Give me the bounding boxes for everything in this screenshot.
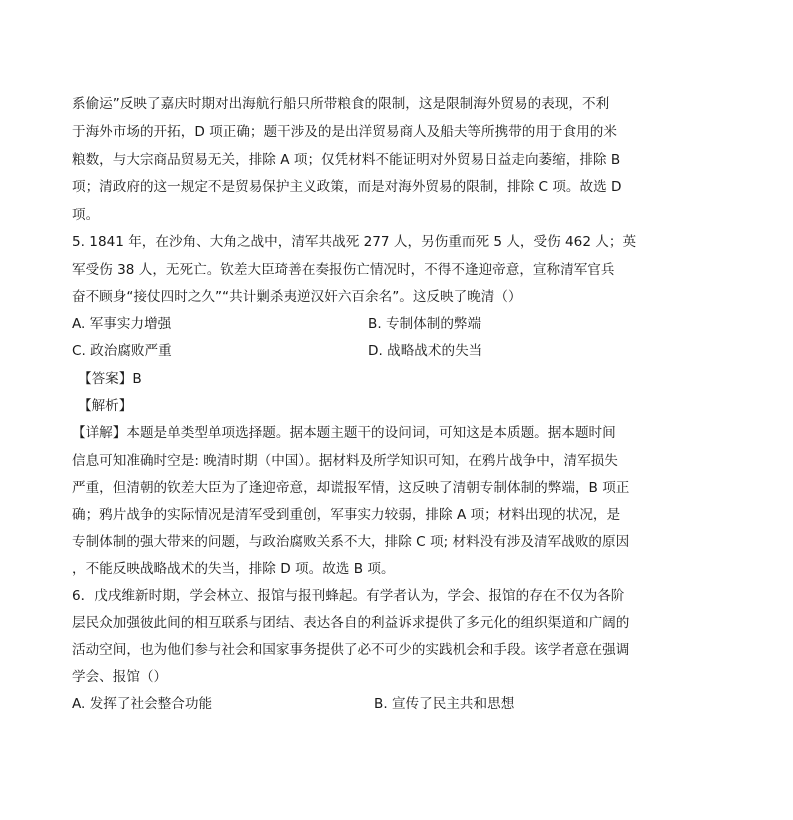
detail-line: 信息可知准确时空是: 晚清时期（中国）。据材料及所学知识可知，在鸦片战争中，清军损失 [72, 453, 618, 469]
question-stem-line: 5. 1841 年，在沙角、大角之战中，清军共战死 277 人，另伤重而死 5 人，受伤 462 人；英 [72, 234, 637, 250]
detail-line: 专制体制的强大带来的问题，与政治腐败关系不大，排除 C 项; 材料没有涉及清军战败的原因 [72, 534, 630, 550]
option-c: C. 政治腐败严重 [72, 343, 172, 359]
question-stem-line: 奋不顾身“接仗四时之久”“共计剿杀夷逆汉奸六百余名”。这反映了晚清（） [72, 289, 522, 305]
question-stem-line: 层民众加强彼此间的相互联系与团结、表达各自的利益诉求提供了多元化的组织渠道和广阔的 [72, 615, 630, 631]
detail-line: 【详解】本题是单类型单项选择题。据本题主题干的设问词，可知这是本质题。据本题时间 [72, 425, 616, 441]
question-stem-line: 6．戊戌维新时期，学会林立、报馆与报刊蜂起。有学者认为，学会、报馆的存在不仅为各阶 [72, 588, 625, 604]
question-stem-line: 活动空间，也为他们参与社会和国家事务提供了必不可少的实践机会和手段。该学者意在强调 [72, 642, 630, 658]
option-b: B. 宣传了民主共和思想 [374, 696, 515, 712]
question-stem-line: 学会、报馆（） [72, 669, 168, 685]
text-line: 于海外市场的开拓，D 项正确；题干涉及的是出洋贸易商人及船夫等所携带的用于食用的米 [72, 124, 617, 140]
answer-label: 【答案】B [78, 371, 142, 387]
detail-line: 确；鸦片战争的实际情况是清军受到重创，军事实力较弱，排除 A 项；材料出现的状况，是 [72, 507, 621, 523]
question-stem-line: 军受伤 38 人，无死亡。钦差大臣琦善在奏报伤亡情况时，不得不逢迎帝意，宣称清军官兵 [72, 262, 615, 278]
text-line: 项。 [72, 207, 100, 223]
detail-line: 严重，但清朝的钦差大臣为了逢迎帝意，却谎报军情，这反映了清朝专制体制的弊端，B 项正 [72, 480, 630, 496]
option-b: B. 专制体制的弊端 [368, 316, 482, 332]
text-line: 粮数，与大宗商品贸易无关，排除 A 项；仅凭材料不能证明对外贸易日益走向萎缩，排除 B [72, 152, 621, 168]
text-line: 系偷运”反映了嘉庆时期对出海航行船只所带粮食的限制，这是限制海外贸易的表现，不利 [72, 96, 610, 112]
text-line: 项；清政府的这一规定不是贸易保护主义政策，而是对海外贸易的限制，排除 C 项。故选 D [72, 179, 622, 195]
detail-line: ，不能反映战略战术的失当，排除 D 项。故选 B 项。 [72, 561, 395, 577]
option-a: A. 发挥了社会整合功能 [72, 696, 213, 712]
option-d: D. 战略战术的失当 [368, 343, 483, 359]
option-a: A. 军事实力增强 [72, 316, 172, 332]
analysis-label: 【解析】 [78, 398, 133, 414]
